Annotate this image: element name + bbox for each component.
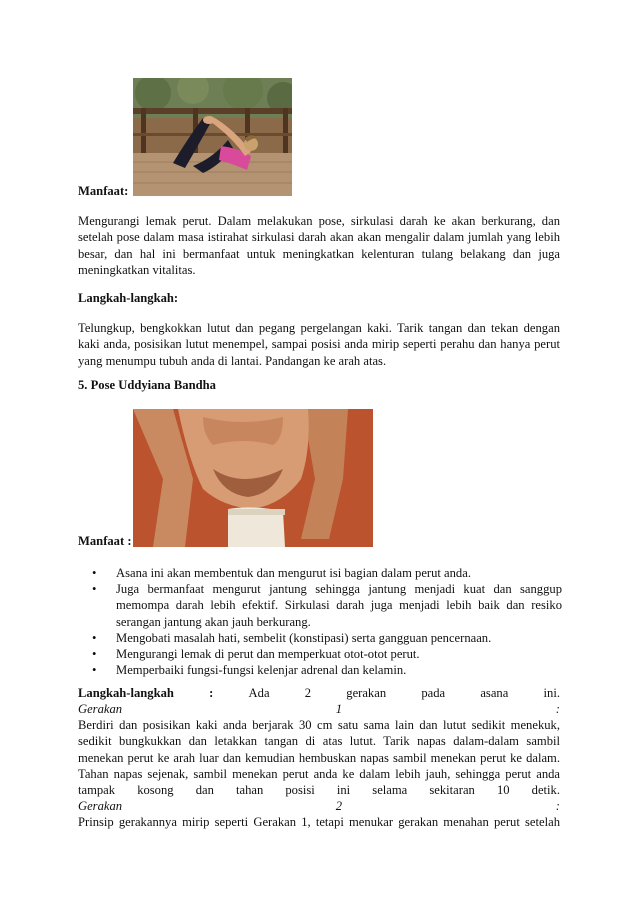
word: selama xyxy=(372,783,408,797)
word: : xyxy=(555,799,560,813)
word: ini xyxy=(336,783,351,797)
list-item xyxy=(92,630,562,646)
bullet-icon: • xyxy=(92,647,97,662)
word: dan xyxy=(195,783,214,797)
bullet-icon: • xyxy=(92,582,97,597)
text-line: Prinsip gerakannya mirip seperti Gerakan 1, tetapi menukar gerakan menahan perut setelah xyxy=(78,815,560,829)
text-line: Asana ini akan membentuk dan mengurut isi bagian dalam perut anda. xyxy=(116,566,471,580)
text-line: setelah pose dalam masa istirahat sirkulasi darah akan akan mengalir dalam jumlah yang lebih xyxy=(78,230,560,245)
text-line: memompa darah lebih efektif. Sirkulasi darah juga menjadi lebih baik dan resiko xyxy=(116,598,562,613)
bow-pose-illustration xyxy=(133,78,292,196)
gerakan1-paragraph xyxy=(78,717,560,783)
word: 2 xyxy=(304,686,312,700)
word: tahan xyxy=(235,783,264,797)
pose4-langkah-paragraph xyxy=(78,320,560,369)
word: detik. xyxy=(531,783,560,797)
word: posisi xyxy=(285,783,315,797)
pose4-manfaat-paragraph xyxy=(78,213,560,279)
text-line: Telungkup, bengkokkan lutut dan pegang pergelangan kaki. Tarik tangan dan tekan dengan xyxy=(78,321,560,335)
colon: : xyxy=(209,686,214,700)
word: gerakan xyxy=(346,686,387,700)
uddiyana-bandha-illustration xyxy=(133,409,373,547)
gerakan1-heading xyxy=(78,701,560,717)
text-line: yang menumpu tubuh anda di lantai. Pandangan ke arah atas. xyxy=(78,353,387,368)
text-line: Tahan napas sejenak, sambil menekan perut anda ke dalam lebih jauh, sehingga perut anda xyxy=(78,767,560,782)
word: 1 xyxy=(335,702,343,716)
text-line: Mengurangi lemak perut. Dalam melakukan pose, sirkulasi darah ke akan berkurang, dan xyxy=(78,214,560,228)
word: : xyxy=(555,702,560,716)
word: kosong xyxy=(137,783,174,797)
text-line: serangan jantung akan jauh berkurang. xyxy=(116,614,311,629)
pose5-manfaat-label: Manfaat : xyxy=(78,534,132,548)
word: ini. xyxy=(543,686,560,700)
list-item xyxy=(92,565,562,581)
word: pada xyxy=(421,686,446,700)
pose5-heading: 5. Pose Uddyiana Bandha xyxy=(78,378,216,392)
word: Ada xyxy=(248,686,270,700)
pose5-langkah-label: Langkah-langkah xyxy=(78,686,174,700)
gerakan2-heading xyxy=(78,798,560,814)
word: 2 xyxy=(335,799,343,813)
word: 10 xyxy=(496,783,510,797)
pose5-benefits-list xyxy=(92,565,562,678)
pose5-langkah-line xyxy=(78,685,560,701)
text-line: Memperbaiki fungsi-fungsi kelenjar adrenal dan kelamin. xyxy=(116,663,407,678)
list-item xyxy=(92,581,562,630)
text-line: kaki anda, posisikan lutut menempel, sampai posisi anda mirip seperti perahu dan hanya perut xyxy=(78,337,560,352)
tampak-line xyxy=(78,782,560,798)
bow-pose-photo xyxy=(133,78,292,196)
text-line: Mengobati masalah hati, sembelit (konstipasi) serta gangguan pencernaan. xyxy=(116,630,492,645)
list-item xyxy=(92,646,562,662)
word: tampak xyxy=(78,783,116,797)
text-line: sedikit bungkukkan dan letakkan tangan di atas lutut. Tarik napas dalam-dalam sambil xyxy=(78,734,560,749)
text-line: meningkatkan vitalitas. xyxy=(78,263,196,278)
uddiyana-bandha-photo xyxy=(133,409,373,547)
word: Gerakan xyxy=(78,799,123,813)
pose4-langkah-label: Langkah-langkah: xyxy=(78,291,179,305)
pose4-manfaat-label: Manfaat: xyxy=(78,184,129,198)
bullet-icon: • xyxy=(92,663,97,678)
text-line: Juga bermanfaat mengurut jantung sehingga jantung menjadi kuat dan sanggup xyxy=(116,582,562,597)
bullet-icon: • xyxy=(92,630,97,645)
text-line: menekan perut ke arah luar dan kemudian hembuskan napas sambil menekan perut ke dalam. xyxy=(78,750,560,765)
word: asana xyxy=(480,686,509,700)
text-line: besar, dan hal ini bermanfaat untuk meningkatkan kelenturan tulang belakang dan juga xyxy=(78,246,560,261)
list-item xyxy=(92,662,562,678)
word: Gerakan xyxy=(78,702,123,716)
gerakan2-paragraph xyxy=(78,814,560,830)
word: sekitaran xyxy=(429,783,475,797)
text-line: Mengurangi lemak di perut dan memperkuat otot-otot perut. xyxy=(116,647,420,662)
bullet-icon: • xyxy=(92,566,97,580)
text-line: Berdiri dan posisikan kaki anda berjarak 30 cm satu sama lain dan lutut sedikit menekuk, xyxy=(78,718,560,732)
